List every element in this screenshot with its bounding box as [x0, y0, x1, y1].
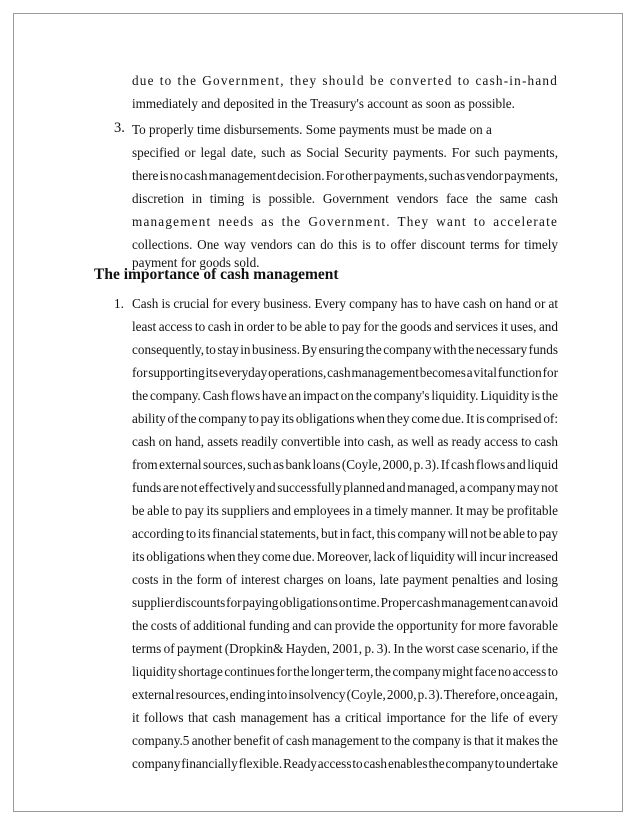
item3-line-5: management needs as the Government. They want to accelerate: [132, 214, 558, 229]
item1-line-6: ability of the company to pay its obligations when they come due. It is comprised of:: [132, 411, 558, 426]
item3-number: 3.: [114, 120, 125, 136]
item1-line-1: Cash is crucial for every business. Every company has to have cash on hand or at: [132, 296, 558, 311]
item1-line-21: company financially flexible. Ready access to cash enables the company to undertake: [132, 756, 558, 771]
item1-line-16: terms of payment (Dropkin& Hayden, 2001, p. 3). In the worst case scenario, if the: [132, 641, 558, 656]
item1-line-3: consequently, to stay in business. By ensuring the company with the necessary funds: [132, 342, 558, 357]
item3-line-7: payment for goods sold.: [132, 255, 260, 270]
item1-line-18: external resources, ending into insolvency (Coyle, 2000, p. 3). Therefore, once again,: [132, 687, 558, 702]
item1-line-12: its obligations when they come due. Moreover, lack of liquidity will incur increased: [132, 549, 558, 564]
item2-line-2: immediately and deposited in the Treasury's account as soon as possible.: [132, 96, 515, 111]
item1-line-19: it follows that cash management has a critical importance for the life of every: [132, 710, 558, 725]
item1-line-13: costs in the form of interest charges on loans, late payment penalties and losing: [132, 572, 558, 587]
item1-line-4: for supporting its everyday operations, cash management becomes a vital function for: [132, 365, 558, 380]
item1-line-17: liquidity shortage continues for the longer term, the company might face no access to: [132, 664, 558, 679]
item1-line-14: supplier discounts for paying obligations on time. Proper cash management can avoid: [132, 595, 558, 610]
item2-line-1: due to the Government, they should be converted to cash-in-hand: [132, 73, 558, 88]
item1-line-2: least access to cash in order to be able to pay for the goods and services it uses, and: [132, 319, 558, 334]
item1-line-20: company.5 another benefit of cash management to the company is that it makes the: [132, 733, 558, 748]
item1-line-8: from external sources, such as bank loans (Coyle, 2000, p. 3). If cash flows and liquid: [132, 457, 558, 472]
item1-line-5: the company. Cash flows have an impact on the company's liquidity. Liquidity is the: [132, 388, 558, 403]
item3-line-1: To properly time disbursements. Some payments must be made on a: [132, 122, 492, 137]
section-heading: The importance of cash management: [94, 266, 339, 283]
item1-line-10: be able to pay its suppliers and employees in a timely manner. It may be profitable: [132, 503, 558, 518]
item1-line-15: the costs of additional funding and can provide the opportunity for more favorable: [132, 618, 558, 633]
item3-line-3: there is no cash management decision. For other payments, such as vendor payments,: [132, 168, 558, 183]
item1-line-7: cash on hand, assets readily convertible into cash, as well as ready access to cash: [132, 434, 558, 449]
item3-line-2: specified or legal date, such as Social Security payments. For such payments,: [132, 145, 558, 160]
item1-number: 1.: [114, 296, 124, 311]
item3-line-4: discretion in timing is possible. Government vendors face the same cash: [132, 191, 558, 206]
item3-line-6: collections. One way vendors can do this is to offer discount terms for timely: [132, 237, 558, 252]
item1-line-9: funds are not effectively and successfully planned and managed, a company may not: [132, 480, 558, 495]
item1-line-11: according to its financial statements, but in fact, this company will not be able to pay: [132, 526, 558, 541]
